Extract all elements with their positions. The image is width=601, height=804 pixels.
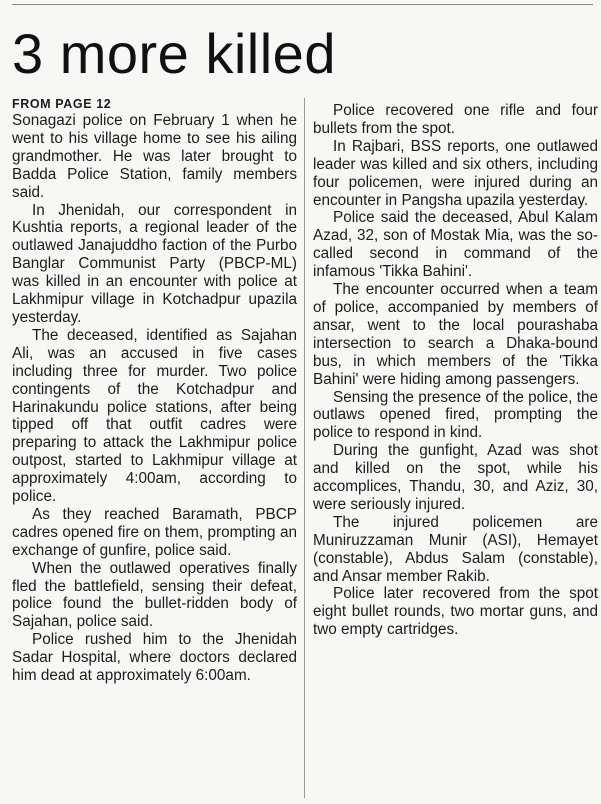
paragraph: The injured policemen are Muniruzzaman Munir (ASI), Hemayet (constable), Abdus Salam (constable), and Ansar member Rakib. (313, 513, 598, 585)
paragraph: Sensing the presence of the police, the outlaws opened fired, prompting the police to respond in kind. (313, 388, 598, 442)
headline: 3 more killed (12, 22, 336, 85)
paragraph: Sonagazi police on February 1 when he went to his village home to see his ailing grandmother. He was later brought to Badda Police Station, family members said. (12, 112, 297, 201)
paragraph: Police said the deceased, Abul Kalam Azad, 32, son of Mostak Mia, was the so-called second in command of the infamous 'Tikka Bahini'. (313, 209, 598, 281)
left-column (12, 96, 297, 685)
top-rule (12, 4, 593, 5)
paragraph: In Rajbari, BSS reports, one outlawed leader was killed and six others, including four policemen, were injured during an encounter in Pangsha upazila yesterday. (313, 137, 598, 209)
kicker: FROM PAGE 12 (12, 97, 112, 111)
paragraph: Police rushed him to the Jhenidah Sadar Hospital, where doctors declared him dead at approximately 6:00am. (12, 631, 297, 685)
paragraph: When the outlawed operatives finally fled the battlefield, sensing their defeat, police found the bullet-ridden body of Sajahan, police said. (12, 559, 297, 631)
paragraph: As they reached Baramath, PBCP cadres opened fire on them, prompting an exchange of gunfire, police said. (12, 505, 297, 559)
paragraph: The encounter occurred when a team of police, accompanied by members of ansar, went to the local pourashaba intersection to search a Dhaka-bound bus, in which members of the 'Tikka Bahini' were hiding among passengers. (313, 281, 598, 388)
paragraph: Police recovered one rifle and four bullets from the spot. (313, 102, 598, 137)
right-column (313, 102, 598, 639)
paragraph: Police later recovered from the spot eight bullet rounds, two mortar guns, and two empty cartridges. (313, 585, 598, 639)
paragraph: The deceased, identified as Sajahan Ali, was an accused in five cases including three for murder. Two police contingents of the Kotchadpur and Harinakundu police stations, after being tipped off that outfit cadres were preparing to attack the Lakhmipur police outpost, started to Lakhmipur village at approximately 4:00am, according to police. (12, 326, 297, 506)
paragraph: In Jhenidah, our correspondent in Kushtia reports, a regional leader of the outlawed Janajuddho faction of the Purbo Banglar Communist Party (PBCP-ML) was killed in an encounter with police at Lakhmipur village in Kotchadpur upazila yesterday. (12, 201, 297, 326)
column-divider (304, 98, 305, 798)
paragraph: During the gunfight, Azad was shot and killed on the spot, while his accomplices, Thandu, 30, and Aziz, 30, were seriously injured. (313, 442, 598, 513)
